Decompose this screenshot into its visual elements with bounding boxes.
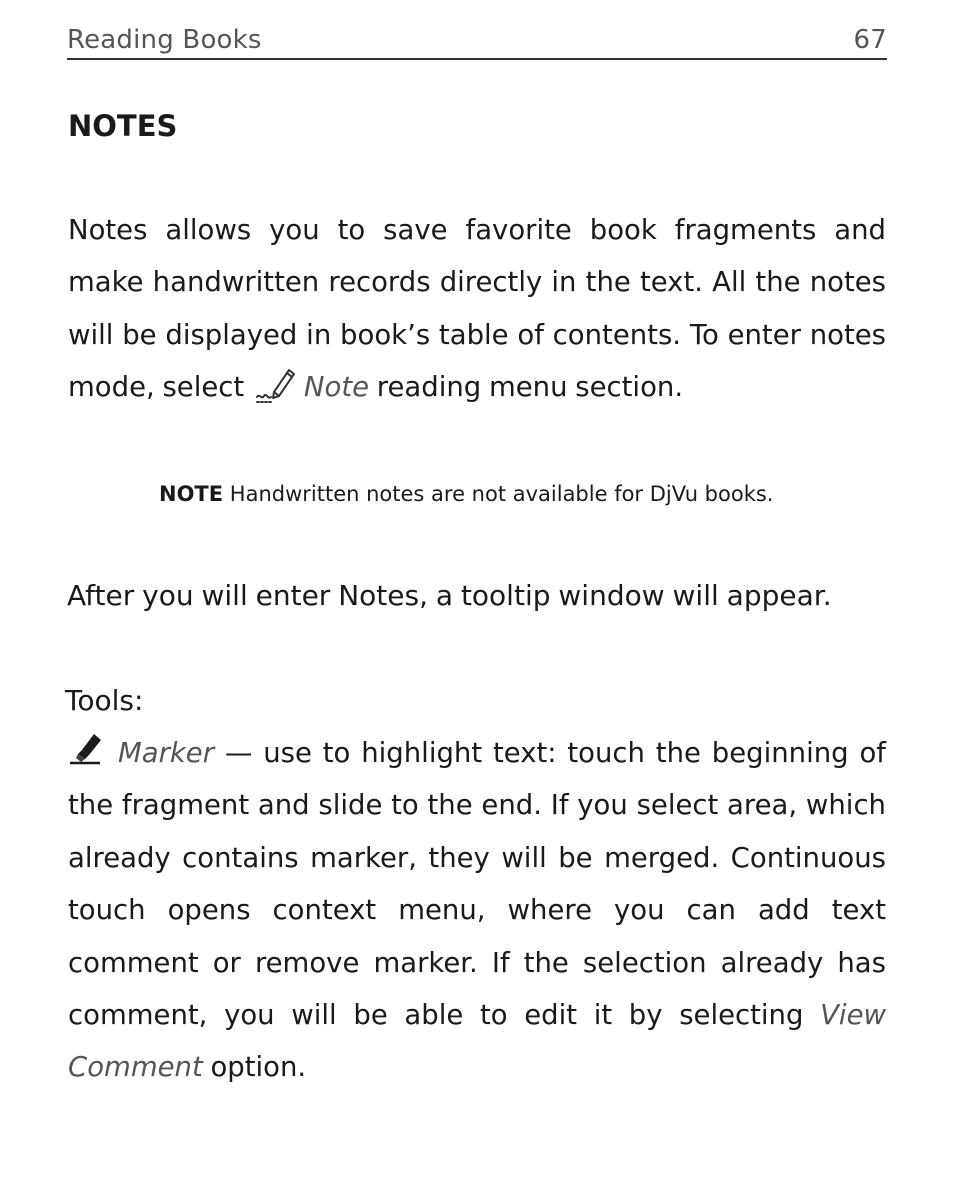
page-number: 67 [853,25,887,55]
tools-label: Tools: [65,684,144,717]
intro-text-end: reading menu section. [369,371,684,404]
note-text: Handwritten notes are not available for DjVu books. [223,482,774,506]
marker-paragraph [68,727,886,1094]
view-comment-term: View Comment [68,999,886,1084]
note-label: NOTE [159,482,224,506]
intro-paragraph [68,204,886,414]
note-menu-term: Note [303,371,370,404]
header-section-title: Reading Books [67,25,262,55]
marker-text: — use to highlight text: touch the beginning of the fragment and slide to the end. If you select area, which already contains marker, they will be merged. Continuous touch opens context menu, where you can add text comment or remove marker. If the selection already has comment, you will be able to edit it by selecting [68,737,886,1032]
marker-term: Marker [118,737,215,769]
marker-text-end: option. [202,1051,307,1084]
marker-icon [68,730,104,766]
section-heading: NOTES [68,109,178,143]
note-callout [159,476,773,512]
intro-text: Notes allows you to save favorite book fragments and make handwritten records directly in the text. All the notes will be displayed in book’s table of contents. To enter notes mode, select [68,214,886,404]
pencil-note-icon [254,364,298,404]
running-header [67,24,887,60]
tooltip-paragraph: After you will enter Notes, a tooltip window will appear. [67,579,832,612]
